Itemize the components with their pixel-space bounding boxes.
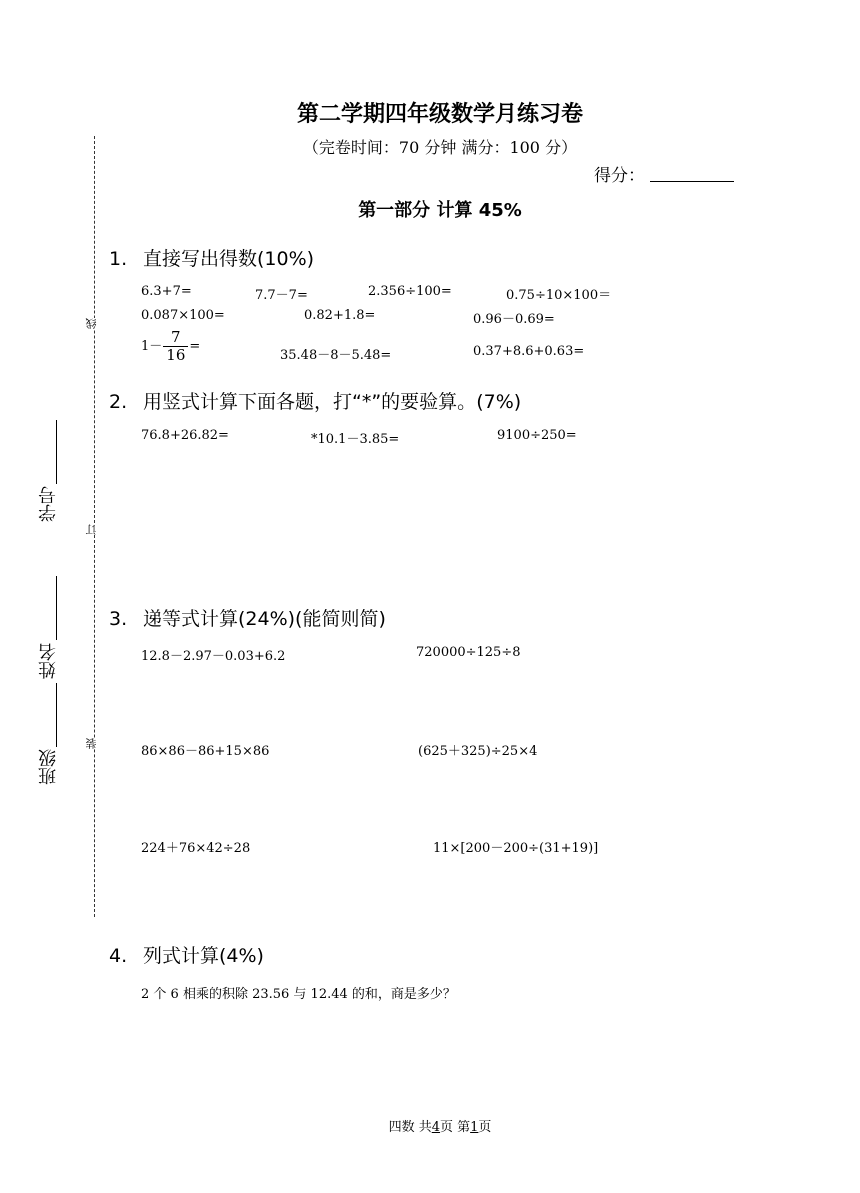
fraction-problem [141,329,200,364]
problem: 7.7－7= [255,288,308,303]
problem: 76.8+26.82= [141,428,229,443]
fraction [163,329,188,364]
section-title: 用竖式计算下面各题，打“*”的要验算。(7%) [143,391,522,413]
problem: 2.356÷100= [368,284,452,299]
section-number: 2. [109,391,128,413]
section-title: 直接写出得数(10%) [143,248,315,270]
name-field[interactable] [56,576,57,640]
section-title: 递等式计算(24%)(能简则简) [143,608,386,630]
problem: 2 个 6 相乘的积除 23.56 与 12.44 的和，商是多少？ [141,987,456,1002]
page-footer [0,1116,860,1135]
score-blank[interactable] [650,181,734,182]
problem: 720000÷125÷8 [416,645,521,660]
problem: 0.75÷10×100＝ [506,288,612,303]
footer-prefix: 四数 共 [388,1120,432,1135]
class-field[interactable] [56,683,57,747]
fraction-numerator: 7 [163,329,188,347]
section-title: 列式计算(4%) [143,945,264,967]
footer-suffix: 页 [478,1120,492,1135]
section-3-heading [109,604,386,631]
section-number: 4. [109,945,128,967]
problem: 0.96－0.69= [473,312,555,327]
problem: *10.1－3.85= [311,432,400,447]
footer-middle: 页 第 [439,1120,471,1135]
exam-title: 第二学期四年级数学月练习卷 [296,101,583,127]
fraction-suffix: = [189,339,201,354]
section-number: 1. [109,248,128,270]
student-id-label: 学号 [38,486,59,522]
binding-char-zhuang: 装 [85,738,98,749]
problem: 86×86－86+15×86 [141,744,270,759]
problem: 12.8－2.97－0.03+6.2 [141,649,286,664]
fraction-prefix: 1－ [141,339,163,354]
section-number: 3. [109,608,128,630]
footer-total-pages: 4 [431,1120,440,1135]
exam-subtitle: （完卷时间：70 分钟 满分：100 分） [302,138,578,157]
part-title: 第一部分 计算 45% [358,200,522,221]
student-id-field[interactable] [56,420,57,484]
section-4-heading [109,941,264,968]
problem: 11×[200－200÷(31+19)] [433,841,599,856]
problem: 0.82+1.8= [304,308,376,323]
problem: 0.37+8.6+0.63= [473,344,585,359]
section-1-heading [109,244,314,271]
problem: 6.3+7= [141,284,192,299]
section-2-heading [109,387,521,414]
problem: 224＋76×42÷28 [141,841,251,856]
class-label: 班级 [38,749,59,785]
name-label: 姓名 [38,643,59,679]
footer-current-page: 1 [470,1120,479,1135]
problem: 9100÷250= [497,428,577,443]
problem: (625＋325)÷25×4 [418,744,538,759]
binding-char-xian: 线 [85,318,98,329]
problem: 0.087×100= [141,308,225,323]
binding-char-ding: 订 [85,524,98,535]
fraction-denominator: 16 [166,346,186,364]
problem: 35.48－8－5.48= [280,348,392,363]
score-label: 得分： [594,166,645,186]
